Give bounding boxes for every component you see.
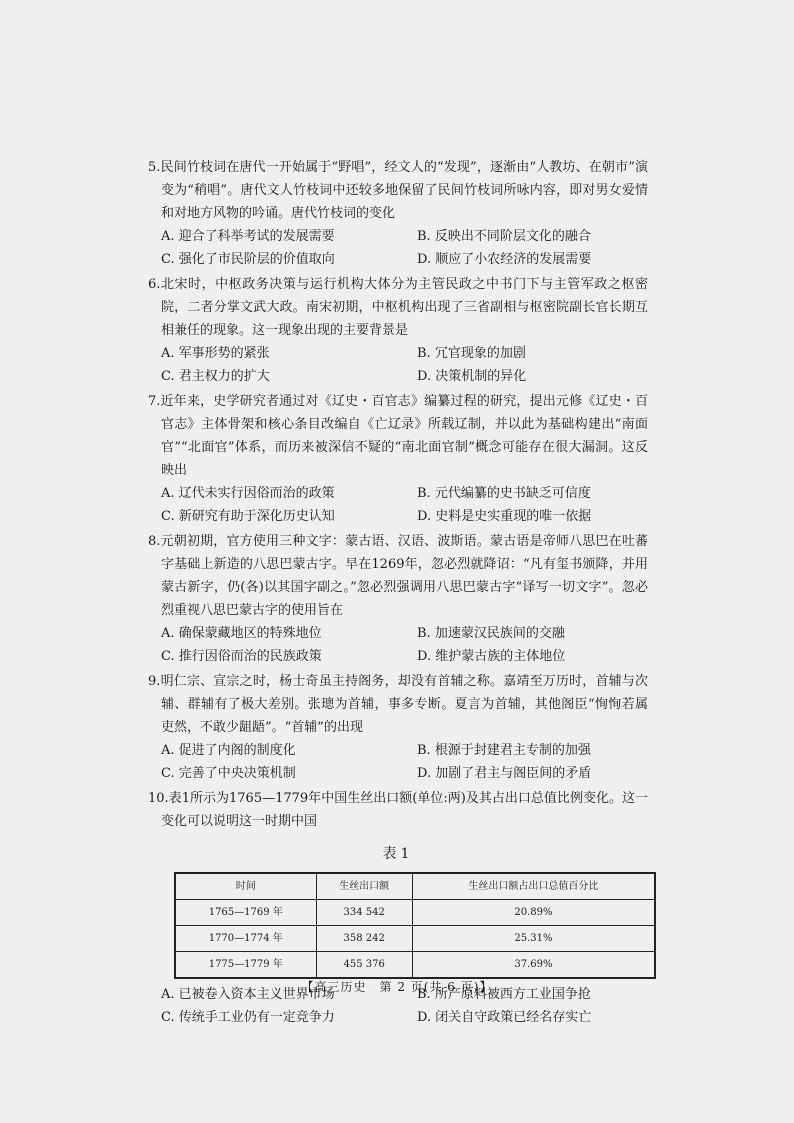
question-6 xyxy=(148,273,648,388)
options xyxy=(148,225,648,271)
option-c: C. 强化了市民阶层的价值取向 xyxy=(161,252,335,267)
option-d: D. 维护蒙古族的主体地位 xyxy=(417,649,566,664)
table-cell: 20.89% xyxy=(412,900,655,926)
table-row xyxy=(175,952,655,979)
column-header: 时间 xyxy=(175,873,316,900)
option-b: B. 根源于封建君主专制的加强 xyxy=(417,743,591,758)
question-9 xyxy=(148,670,648,785)
option-c: C. 完善了中央决策机制 xyxy=(161,766,296,781)
option-c: C. 君主权力的扩大 xyxy=(161,369,270,384)
table-cell: 358 242 xyxy=(316,926,412,952)
table-cell: 37.69% xyxy=(412,952,655,979)
table-cell: 455 376 xyxy=(316,952,412,979)
table-cell: 1775—1779 年 xyxy=(175,952,316,979)
column-header: 生丝出口额 xyxy=(316,873,412,900)
question-stem: 8.元朝初期，官方使用三种文字：蒙古语、汉语、波斯语。蒙古语是帝师八思巴在吐蕃字基础上新造的八思巴蒙古字。早在1269年，忽必烈就降诏：“凡有玺书颁降，并用蒙古新字，仍(各)以其国字副之。”忽必烈强调用八思巴蒙古字“译写一切文字”。忽必烈重视八思巴蒙古字的使用旨在 xyxy=(148,534,648,618)
table-row xyxy=(175,926,655,952)
question-5 xyxy=(148,156,648,271)
option-a: A. 促进了内阁的制度化 xyxy=(161,743,296,758)
silk-export-table xyxy=(174,872,656,979)
question-list xyxy=(148,156,648,1031)
table-cell: 25.31% xyxy=(412,926,655,952)
question-8 xyxy=(148,530,648,668)
option-b: B. 反映出不同阶层文化的融合 xyxy=(417,229,591,244)
option-a: A. 已被卷入资本主义世界市场 xyxy=(161,987,335,1002)
option-b: B. 元代编纂的史书缺乏可信度 xyxy=(417,486,591,501)
question-stem: 9.明仁宗、宣宗之时，杨士奇虽主持阁务，却没有首辅之称。嘉靖至万历时，首辅与次辅、群辅有了极大差别。张璁为首辅，事多专断。夏言为首辅，其他阁臣“恂恂若属吏然，不敢少龃龉”。“首辅”的出现 xyxy=(148,674,648,735)
option-d: D. 加剧了君主与阁臣间的矛盾 xyxy=(417,766,592,781)
option-c: C. 推行因俗而治的民族政策 xyxy=(161,649,322,664)
option-c: C. 传统手工业仍有一定竞争力 xyxy=(161,1010,335,1025)
option-a: A. 辽代未实行因俗而治的政策 xyxy=(161,486,335,501)
option-a: A. 军事形势的紧张 xyxy=(161,346,270,361)
option-d: D. 决策机制的异化 xyxy=(417,369,527,384)
column-header: 生丝出口额占出口总值百分比 xyxy=(412,873,655,900)
table-cell: 1765—1769 年 xyxy=(175,900,316,926)
option-c: C. 新研究有助于深化历史认知 xyxy=(161,509,335,524)
table-title: 表1 xyxy=(382,846,414,862)
question-7 xyxy=(148,390,648,528)
option-b: B. 冗官现象的加剧 xyxy=(417,346,526,361)
options xyxy=(148,482,648,528)
option-d: D. 顺应了小农经济的发展需要 xyxy=(417,252,592,267)
option-a: A. 确保蒙藏地区的特殊地位 xyxy=(161,626,322,641)
question-stem: 10.表1所示为1765—1779年中国生丝出口额(单位:两)及其占出口总值比例变化。这一变化可以说明这一时期中国 xyxy=(148,791,648,829)
option-d: D. 闭关自守政策已经名存实亡 xyxy=(417,1010,592,1025)
question-stem: 7.近年来，史学研究者通过对《辽史・百官志》编纂过程的研究，提出元修《辽史・百官志》主体骨架和核心条目改编自《亡辽录》所载辽制，并以此为基础构建出“南面官”“北面官”体系，而历来被深信不疑的“南北面官制”概念可能存在很大漏洞。这反映出 xyxy=(148,394,648,478)
option-b: B. 所产原料被西方工业国争抢 xyxy=(417,987,591,1002)
question-stem: 6.北宋时，中枢政务决策与运行机构大体分为主管民政之中书门下与主管军政之枢密院，二者分掌文武大政。南宋初期，中枢机构出现了三省副相与枢密院副长官长期互相兼任的现象。这一现象出现的主要背景是 xyxy=(148,277,648,338)
option-a: A. 迎合了科举考试的发展需要 xyxy=(161,229,335,244)
question-stem: 5.民间竹枝词在唐代一开始属于“野唱”，经文人的“发现”，逐渐由“人教坊、在朝市”演变为“稍唱”。唐代文人竹枝词中还较多地保留了民间竹枝词所咏内容，即对男女爱情和对地方风物的吟诵。唐代竹枝词的变化 xyxy=(148,160,648,221)
options xyxy=(148,342,648,388)
options xyxy=(148,622,648,668)
table-cell: 334 542 xyxy=(316,900,412,926)
table-cell: 1770—1774 年 xyxy=(175,926,316,952)
option-b: B. 加速蒙汉民族间的交融 xyxy=(417,626,565,641)
table-row xyxy=(175,900,655,926)
option-d: D. 史料是史实重现的唯一依据 xyxy=(417,509,592,524)
options xyxy=(148,739,648,785)
table-header-row xyxy=(175,873,655,900)
page-footer: 【高三历史 第 2 页(共 6 页)】 xyxy=(301,980,493,994)
